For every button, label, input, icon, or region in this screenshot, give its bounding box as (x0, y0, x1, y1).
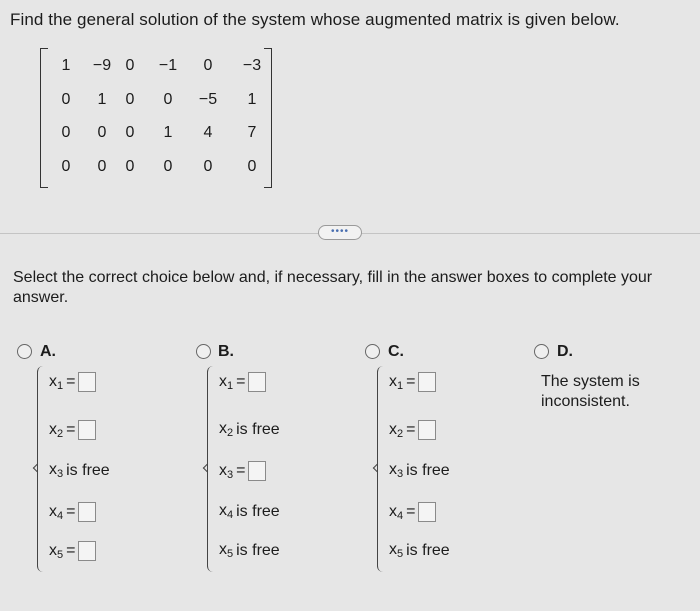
variable-subscript: 4 (57, 509, 64, 522)
matrix-cell: 1 (247, 91, 257, 108)
variable-label (389, 503, 403, 522)
equals-sign: = (406, 373, 416, 390)
choice-c-line-x4 (389, 502, 436, 522)
radio-choice-c[interactable] (365, 344, 380, 359)
matrix-cell: 0 (61, 124, 71, 141)
variable-label (389, 461, 403, 480)
matrix-cell: 1 (163, 124, 173, 141)
matrix-cell: 0 (247, 158, 257, 175)
answer-box-a-x1[interactable] (78, 372, 96, 392)
more-button[interactable]: •••• (318, 225, 362, 240)
variable-name: x (219, 420, 227, 437)
answer-box-a-x4[interactable] (78, 502, 96, 522)
free-label: is free (406, 541, 450, 559)
answer-box-c-x2[interactable] (418, 420, 436, 440)
matrix-cell: 1 (97, 91, 107, 108)
variable-name: x (49, 502, 57, 520)
variable-label (49, 373, 63, 392)
variable-subscript: 3 (57, 468, 64, 480)
choice-c-line-x1 (389, 372, 436, 392)
choice-c-line-x3 (389, 461, 453, 480)
variable-label (49, 542, 63, 561)
variable-subscript: 2 (227, 427, 234, 439)
equals-sign: = (66, 503, 76, 520)
matrix-cell: −3 (242, 57, 262, 74)
variable-name: x (49, 420, 57, 438)
matrix-cell: −9 (92, 57, 112, 74)
instructions-text: Select the correct choice below and, if necessary, fill in the answer boxes to complete your answer. (13, 269, 653, 306)
free-label: is free (66, 461, 110, 479)
variable-subscript: 5 (57, 548, 64, 561)
variable-subscript: 2 (397, 427, 404, 440)
variable-name: x (389, 461, 397, 478)
choice-a-line-x5 (49, 541, 96, 561)
variable-subscript: 4 (397, 509, 404, 522)
choice-b-line-x3 (219, 461, 266, 481)
answer-box-a-x5[interactable] (78, 541, 96, 561)
variable-name: x (49, 372, 57, 390)
choice-b-line-x4 (219, 502, 283, 521)
answer-box-b-x3[interactable] (248, 461, 266, 481)
equals-sign: = (66, 542, 76, 559)
variable-label (219, 462, 233, 481)
free-label: is free (236, 541, 280, 559)
answer-box-b-x1[interactable] (248, 372, 266, 392)
equals-sign: = (406, 503, 416, 520)
variable-label (219, 420, 233, 439)
choice-c-label: C. (388, 343, 404, 360)
variable-label (219, 502, 233, 521)
variable-label (49, 421, 63, 440)
choice-d-text-line1: The system is (541, 373, 640, 390)
choice-c-line-x5 (389, 541, 453, 560)
matrix-cell: 0 (125, 91, 135, 108)
variable-subscript: 1 (57, 379, 64, 392)
matrix-cell: −5 (198, 91, 218, 108)
choice-b-line-x5 (219, 541, 283, 560)
variable-name: x (219, 461, 227, 479)
matrix-cell: 0 (163, 91, 173, 108)
choice-a-line-x3 (49, 461, 113, 480)
variable-subscript: 2 (57, 427, 64, 440)
matrix-left-bracket (40, 48, 48, 188)
variable-name: x (389, 502, 397, 520)
equals-sign: = (406, 421, 416, 438)
variable-label (389, 421, 403, 440)
equals-sign: = (236, 462, 246, 479)
matrix-cell: −1 (158, 57, 178, 74)
equals-sign: = (236, 373, 246, 390)
free-label: is free (236, 502, 280, 520)
answer-box-a-x2[interactable] (78, 420, 96, 440)
variable-name: x (49, 461, 57, 478)
variable-name: x (389, 541, 397, 558)
variable-label (219, 541, 233, 560)
choice-a-line-x1 (49, 372, 96, 392)
radio-choice-d[interactable] (534, 344, 549, 359)
variable-subscript: 1 (227, 379, 234, 392)
answer-box-c-x1[interactable] (418, 372, 436, 392)
choice-c-line-x2 (389, 420, 436, 440)
matrix-cell: 0 (203, 158, 213, 175)
free-label: is free (236, 420, 280, 438)
matrix-cell: 1 (61, 57, 71, 74)
question-text: Find the general solution of the system whose augmented matrix is given below. (10, 10, 620, 29)
choice-d-label: D. (557, 343, 573, 360)
equals-sign: = (66, 373, 76, 390)
matrix-cell: 7 (247, 124, 257, 141)
variable-subscript: 4 (227, 509, 234, 521)
variable-subscript: 3 (227, 468, 234, 481)
matrix-cell: 0 (97, 124, 107, 141)
variable-subscript: 5 (397, 548, 404, 560)
variable-label (389, 373, 403, 392)
matrix-cell: 0 (203, 57, 213, 74)
free-label: is free (406, 461, 450, 479)
variable-label (389, 541, 403, 560)
variable-name: x (389, 420, 397, 438)
variable-subscript: 5 (227, 548, 234, 560)
variable-name: x (219, 372, 227, 390)
radio-choice-b[interactable] (196, 344, 211, 359)
variable-name: x (389, 372, 397, 390)
choice-a-label: A. (40, 343, 56, 360)
matrix-cell: 0 (61, 158, 71, 175)
matrix-cell: 0 (61, 91, 71, 108)
matrix-cell: 4 (203, 124, 213, 141)
choice-b-line-x2 (219, 420, 283, 439)
choice-a-line-x2 (49, 420, 96, 440)
matrix-cell: 0 (125, 57, 135, 74)
choice-a-line-x4 (49, 502, 96, 522)
matrix-right-bracket (264, 48, 272, 188)
matrix-cell: 0 (125, 124, 135, 141)
variable-name: x (49, 541, 57, 559)
matrix-cell: 0 (125, 158, 135, 175)
answer-box-c-x4[interactable] (418, 502, 436, 522)
variable-subscript: 3 (397, 468, 404, 480)
augmented-matrix (40, 48, 272, 188)
radio-choice-a[interactable] (17, 344, 32, 359)
matrix-cell: 0 (97, 158, 107, 175)
variable-subscript: 1 (397, 379, 404, 392)
variable-label (49, 503, 63, 522)
variable-name: x (219, 541, 227, 558)
variable-name: x (219, 502, 227, 519)
choice-d-text-line2: inconsistent. (541, 393, 630, 410)
choice-b-label: B. (218, 343, 234, 360)
choice-b-line-x1 (219, 372, 266, 392)
variable-label (219, 373, 233, 392)
matrix-cell: 0 (163, 158, 173, 175)
variable-label (49, 461, 63, 480)
equals-sign: = (66, 421, 76, 438)
